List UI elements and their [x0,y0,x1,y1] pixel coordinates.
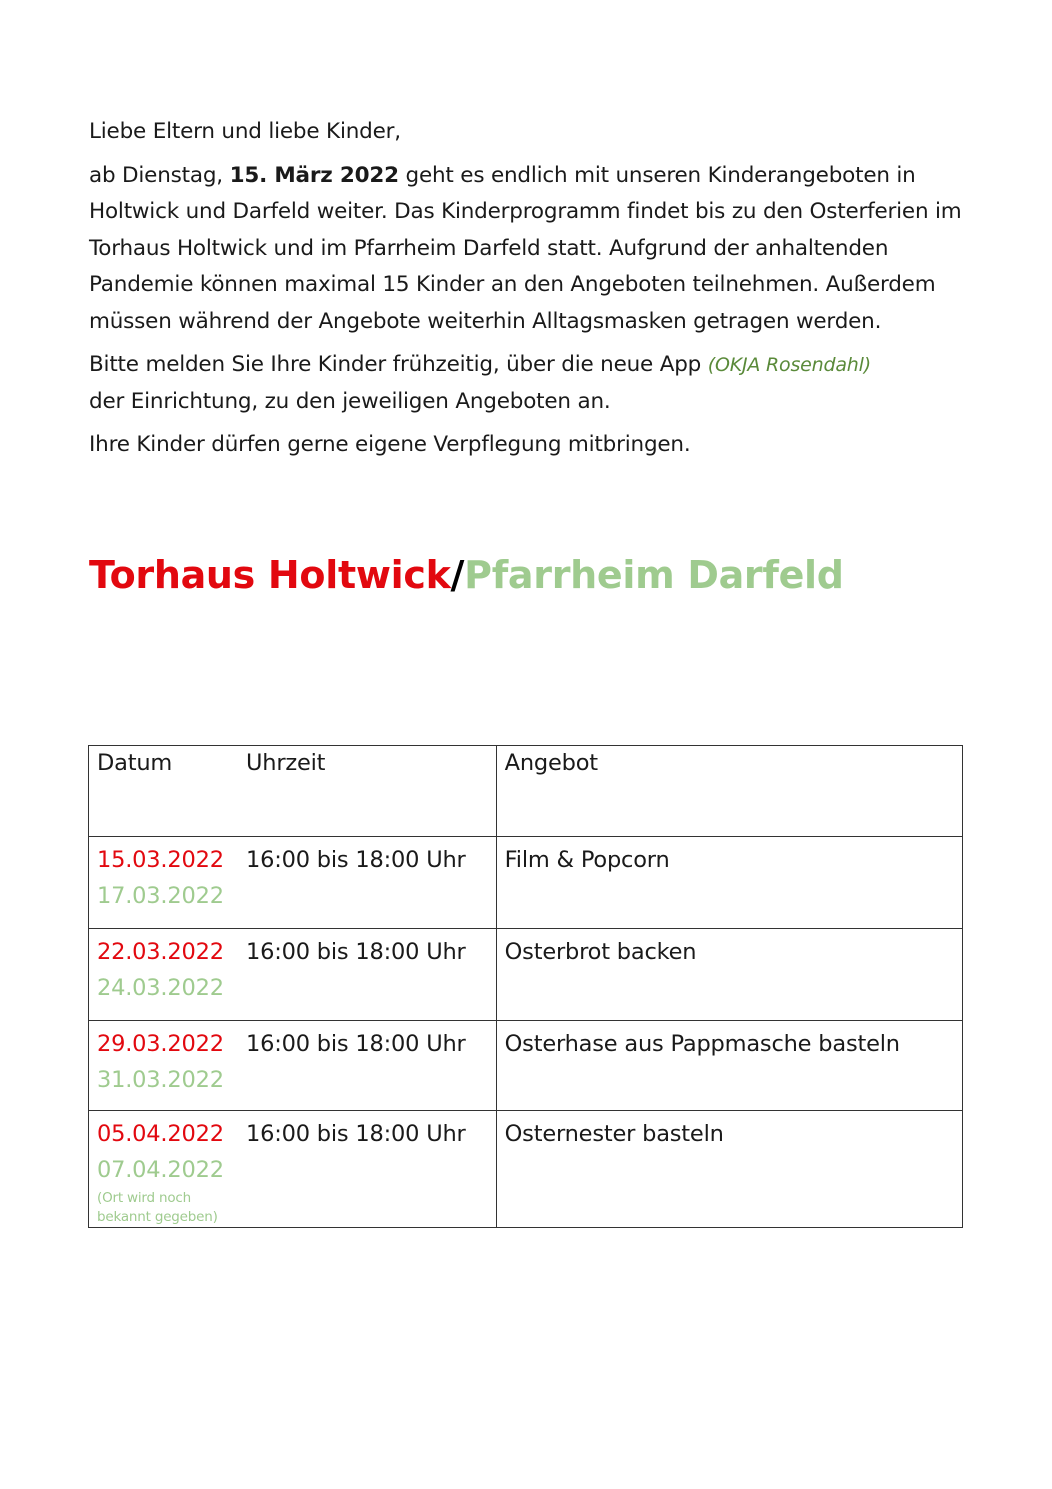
table-row [89,929,963,1021]
intro-paragraph-2 [89,347,969,420]
date-holtwick: 29.03.2022 [97,1031,224,1057]
header-cell-datum-uhrzeit [89,746,497,837]
table-header-row [89,746,963,837]
date-time-cell [89,929,497,1021]
date-holtwick: 15.03.2022 [97,847,224,873]
para2-before: Bitte melden Sie Ihre Kinder frühzeitig, über die neue App [89,352,708,377]
header-datum: Datum [97,750,173,776]
program-table [88,745,963,1228]
app-name: (OKJA Rosendahl) [707,354,871,376]
date-holtwick: 22.03.2022 [97,939,224,965]
heading-holtwick: Torhaus Holtwick [89,553,451,597]
date-darfeld: 17.03.2022 [97,883,224,909]
time: 16:00 bis 18:00 Uhr [246,847,466,873]
location-note-line-1: (Ort wird noch [97,1190,191,1206]
offer-cell [496,1021,962,1111]
offer-cell [496,929,962,1021]
header-angebot: Angebot [504,750,598,776]
table-row [89,837,963,929]
offer: Osternester basteln [504,1121,724,1147]
time: 16:00 bis 18:00 Uhr [246,1121,466,1147]
date-time-cell [89,1111,497,1228]
intro-paragraph-3: Ihre Kinder dürfen gerne eigene Verpflegung mitbringen. [89,432,691,457]
intro-text [89,114,969,471]
offer-cell [496,1111,962,1228]
heading-darfeld: Pfarrheim Darfeld [464,553,844,597]
location-note-line-2: bekannt gegeben) [97,1209,218,1225]
date-holtwick: 05.04.2022 [97,1121,224,1147]
header-cell-angebot [496,746,962,837]
table-row [89,1111,963,1228]
date-darfeld: 24.03.2022 [97,975,224,1001]
header-uhrzeit: Uhrzeit [246,750,326,776]
location-heading [89,553,844,597]
offer: Film & Popcorn [504,847,670,873]
para1-after: geht es endlich mit unseren Kinderangeboten in Holtwick und Darfeld weiter. Das Kinderprogramm findet bis zu den Osterferien im Torhaus Holtwick und im Pfarrheim Darfeld statt. Aufgrund der anhaltenden Pandemie können maximal 15 Kinder an den Angeboten teilnehmen. Außerdem müssen während der Angebote weiterhin Alltagsmasken getragen werden. [89,162,962,334]
table-row [89,1021,963,1111]
offer-cell [496,837,962,929]
greeting: Liebe Eltern und liebe Kinder, [89,119,401,144]
heading-slash: / [450,553,465,597]
intro-paragraph-1 [89,158,969,341]
time: 16:00 bis 18:00 Uhr [246,1031,466,1057]
date-darfeld: 31.03.2022 [97,1067,224,1093]
location-note [97,1189,496,1227]
para2-after: der Einrichtung, zu den jeweiligen Angeboten an. [89,388,611,414]
time: 16:00 bis 18:00 Uhr [246,939,466,965]
start-date: 15. März 2022 [229,162,399,188]
date-darfeld: 07.04.2022 [97,1157,224,1183]
date-time-cell [89,837,497,929]
para1-before: ab Dienstag, [89,162,230,188]
offer: Osterhase aus Pappmasche basteln [504,1031,900,1057]
date-time-cell [89,1021,497,1111]
offer: Osterbrot backen [504,939,697,965]
